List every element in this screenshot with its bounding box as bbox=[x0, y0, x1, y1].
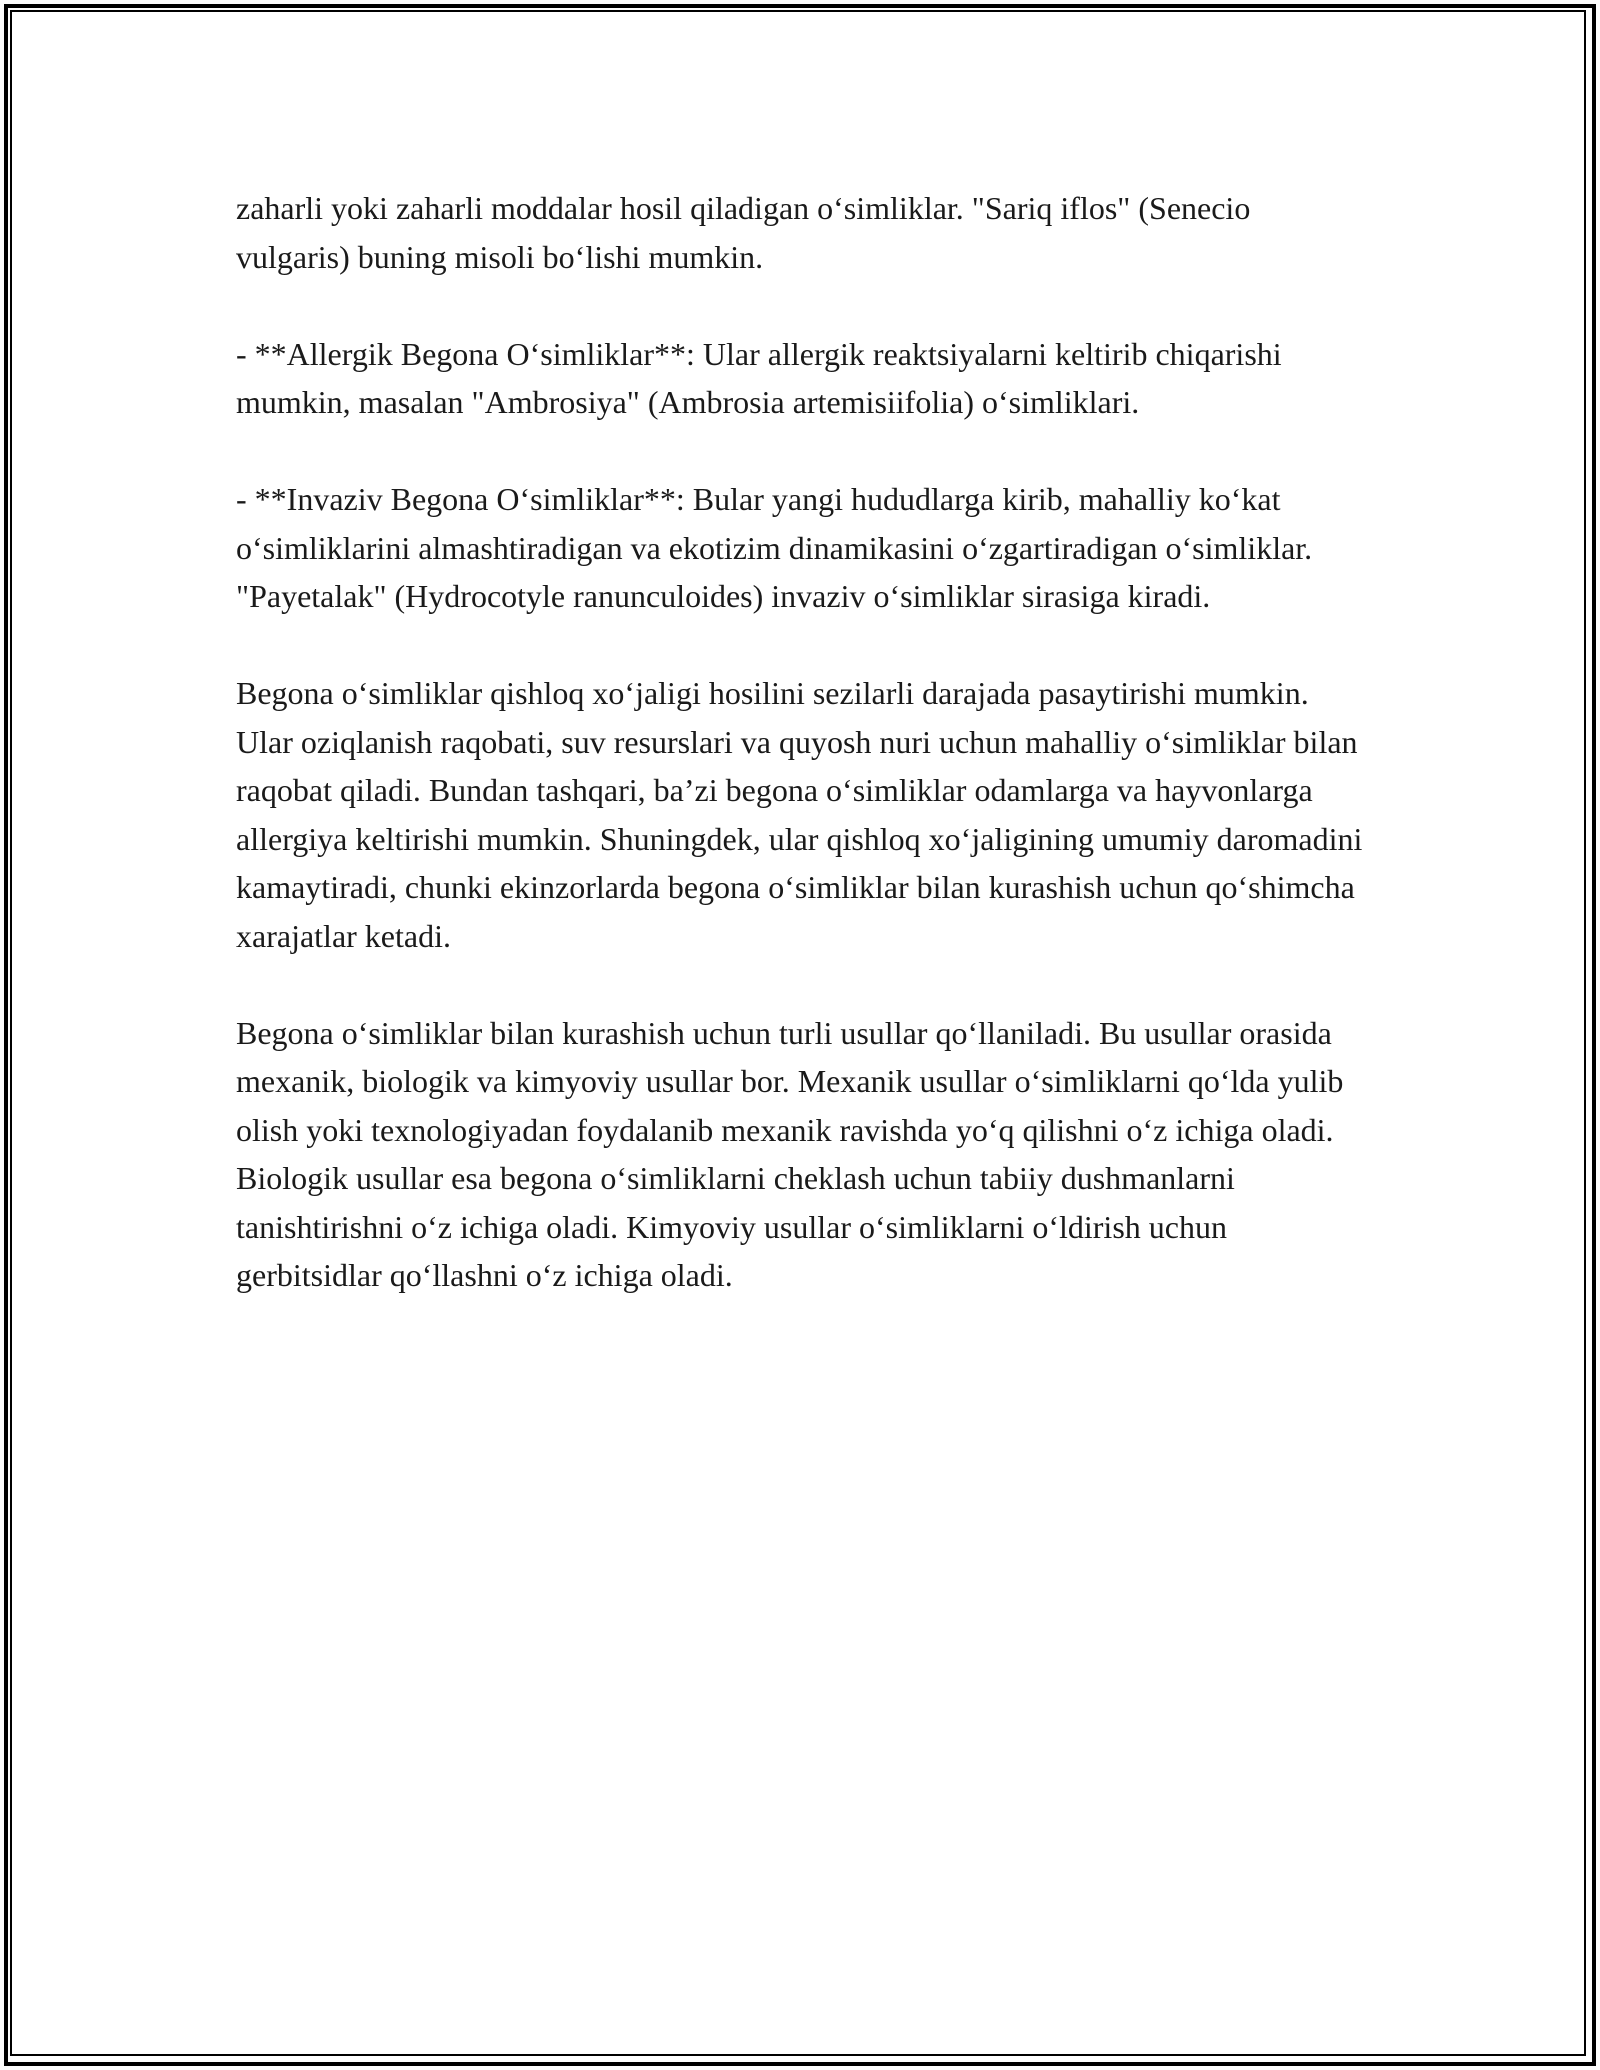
paragraph-invasive-weeds: - **Invaziv Begona O‘simliklar**: Bular yangi hududlarga kirib, mahalliy ko‘kat o‘simliklarini almashtiradigan va ekotizim dinamikasini o‘zgartiradigan o‘simliklar. "Payetalak" (Hydrocotyle ranunculoides) invaziv o‘simliklar sirasiga kiradi. bbox=[236, 481, 1313, 614]
paragraph-poisonous-weeds: zaharli yoki zaharli moddalar hosil qiladigan o‘simliklar. "Sariq iflos" (Senecio vulgaris) buning misoli bo‘lishi mumkin. bbox=[236, 190, 1251, 275]
paragraph-weed-control: Begona o‘simliklar bilan kurashish uchun turli usullar qo‘llaniladi. Bu usullar orasida mexanik, biologik va kimyoviy usullar bor. Mexanik usullar o‘simliklarni qo‘lda yulib olish yoki texnologiyadan foydalanib mexanik ravishda yo‘q qilishni o‘z ichiga oladi. Biologik usullar esa begona o‘simliklarni cheklash uchun tabiiy dushmanlarni tanishtirishni o‘z ichiga oladi. Kimyoviy usullar o‘simliklarni o‘ldirish uchun gerbitsidlar qo‘llashni o‘z ichiga oladi. bbox=[236, 1014, 1344, 1293]
paragraph-weed-impact: Begona o‘simliklar qishloq xo‘jaligi hosilini sezilarli darajada pasaytirishi mumkin. Ular oziqlanish raqobati, suv resurslari va quyosh nuri uchun mahalliy o‘simliklar bilan raqobat qiladi. Bundan tashqari, ba’zi begona o‘simliklar odamlarga va hayvonlarga allergiya keltirishi mumkin. Shuningdek, ular qishloq xo‘jaligining umumiy daromadini kamaytiradi, chunki ekinzorlarda begona o‘simliklar bilan kurashish uchun qo‘shimcha xarajatlar ketadi. bbox=[236, 675, 1363, 954]
document-body bbox=[236, 184, 1366, 1348]
paragraph-allergic-weeds: - **Allergik Begona O‘simliklar**: Ular allergik reaktsiyalarni keltirib chiqarishi mumkin, masalan "Ambrosiya" (Ambrosia artemisiifolia) o‘simliklari. bbox=[236, 335, 1282, 420]
